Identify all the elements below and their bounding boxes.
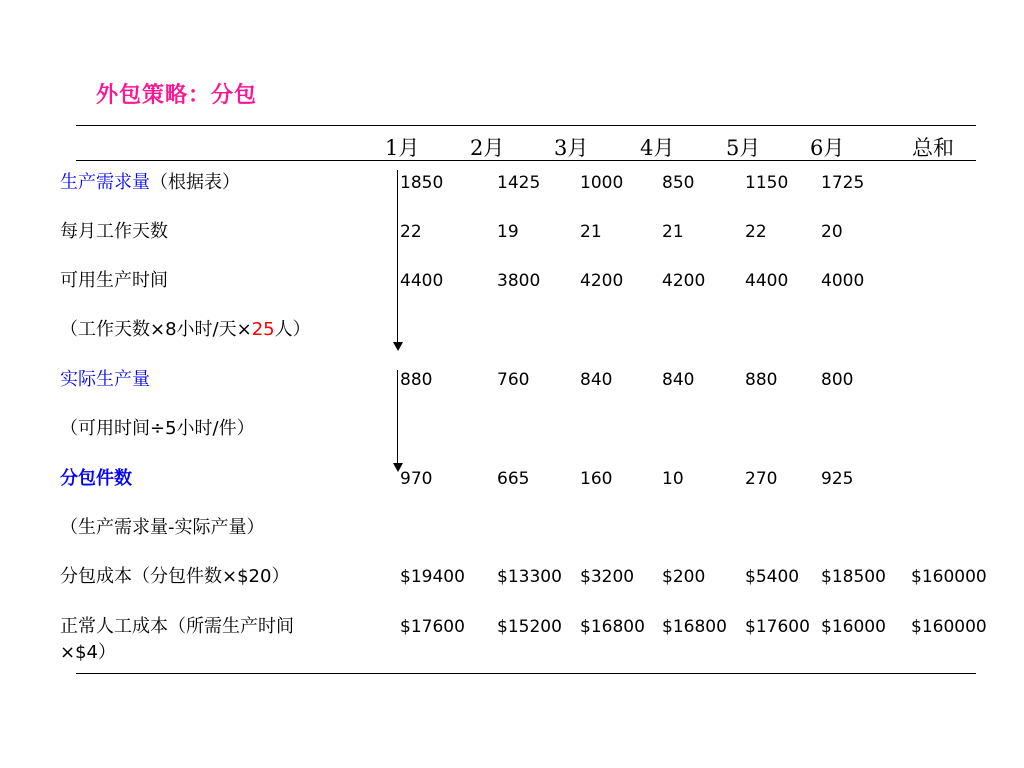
column-header: 2月 <box>470 136 505 160</box>
table-cell: 160 <box>580 469 613 489</box>
table-cell-total: $160000 <box>911 567 987 587</box>
table-cell: $3200 <box>580 567 635 587</box>
column-header: 3月 <box>554 136 589 160</box>
table-cell: 10 <box>662 469 684 489</box>
row-label-note <box>60 317 311 343</box>
row-label-note: （生产需求量-实际产量） <box>60 517 265 538</box>
table-cell: 850 <box>662 173 695 193</box>
table-cell: 665 <box>497 469 530 489</box>
table-cell-total: $160000 <box>911 617 987 637</box>
table-cell: $15200 <box>497 617 562 637</box>
table-cell: 4000 <box>821 271 865 291</box>
table-cell: 840 <box>662 370 695 390</box>
row-label <box>60 614 294 666</box>
table-cell: 925 <box>821 469 854 489</box>
note-text: 人） <box>274 319 311 340</box>
arrow-down-icon <box>393 342 403 351</box>
table-cell: 760 <box>497 370 530 390</box>
table-cell: $5400 <box>745 567 800 587</box>
column-header: 1月 <box>385 136 420 160</box>
table-cell: 880 <box>745 370 778 390</box>
table-cell: 1000 <box>580 173 624 193</box>
table-top-rule <box>76 125 976 126</box>
table-cell: 4400 <box>400 271 444 291</box>
table-cell: 4200 <box>662 271 706 291</box>
row-label: 分包成本（分包件数×$20） <box>60 566 290 587</box>
table-cell: 1725 <box>821 173 865 193</box>
row-label: 可用生产时间 <box>60 270 168 291</box>
table-cell: 22 <box>745 222 767 242</box>
arrow-line <box>397 370 398 463</box>
table-cell: 1425 <box>497 173 541 193</box>
table-cell: 22 <box>400 222 422 242</box>
table-cell: 840 <box>580 370 613 390</box>
table-cell: 21 <box>580 222 602 242</box>
table-cell: 4400 <box>745 271 789 291</box>
column-header: 5月 <box>726 136 761 160</box>
table-cell: $16000 <box>821 617 886 637</box>
arrow-down-icon <box>393 463 403 472</box>
table-cell: $17600 <box>745 617 810 637</box>
note-text: （工作天数×8小时/天× <box>60 319 252 340</box>
table-cell: $200 <box>662 567 706 587</box>
column-header: 总和 <box>912 136 954 160</box>
table-cell: $19400 <box>400 567 465 587</box>
table-cell: $16800 <box>580 617 645 637</box>
table-cell: 1150 <box>745 173 789 193</box>
row-label-main: 生产需求量 <box>60 172 150 193</box>
row-label: 实际生产量 <box>60 369 150 390</box>
column-header: 6月 <box>810 136 845 160</box>
table-cell: $18500 <box>821 567 886 587</box>
table-bottom-rule <box>76 673 976 674</box>
column-header: 4月 <box>640 136 675 160</box>
row-label: 每月工作天数 <box>60 221 168 242</box>
table-cell: $13300 <box>497 567 562 587</box>
arrow-line <box>397 170 398 342</box>
table-cell: 20 <box>821 222 843 242</box>
row-label-sub: （根据表） <box>150 172 240 193</box>
table-cell: 270 <box>745 469 778 489</box>
row-label-line: 正常人工成本（所需生产时间 <box>60 616 294 637</box>
table-cell: 3800 <box>497 271 541 291</box>
table-cell: 4200 <box>580 271 624 291</box>
table-cell: 880 <box>400 370 433 390</box>
table-cell: 800 <box>821 370 854 390</box>
row-label-note: （可用时间÷5小时/件） <box>60 418 255 439</box>
table-cell: 970 <box>400 469 433 489</box>
page-title: 外包策略：分包 <box>96 83 258 108</box>
row-label <box>60 170 240 196</box>
row-label-line: ×$4） <box>60 642 116 663</box>
highlight-number: 25 <box>251 319 275 340</box>
table-cell: $17600 <box>400 617 465 637</box>
table-cell: 19 <box>497 222 519 242</box>
row-label: 分包件数 <box>60 468 132 489</box>
table-cell: 1850 <box>400 173 444 193</box>
table-cell: $16800 <box>662 617 727 637</box>
table-cell: 21 <box>662 222 684 242</box>
